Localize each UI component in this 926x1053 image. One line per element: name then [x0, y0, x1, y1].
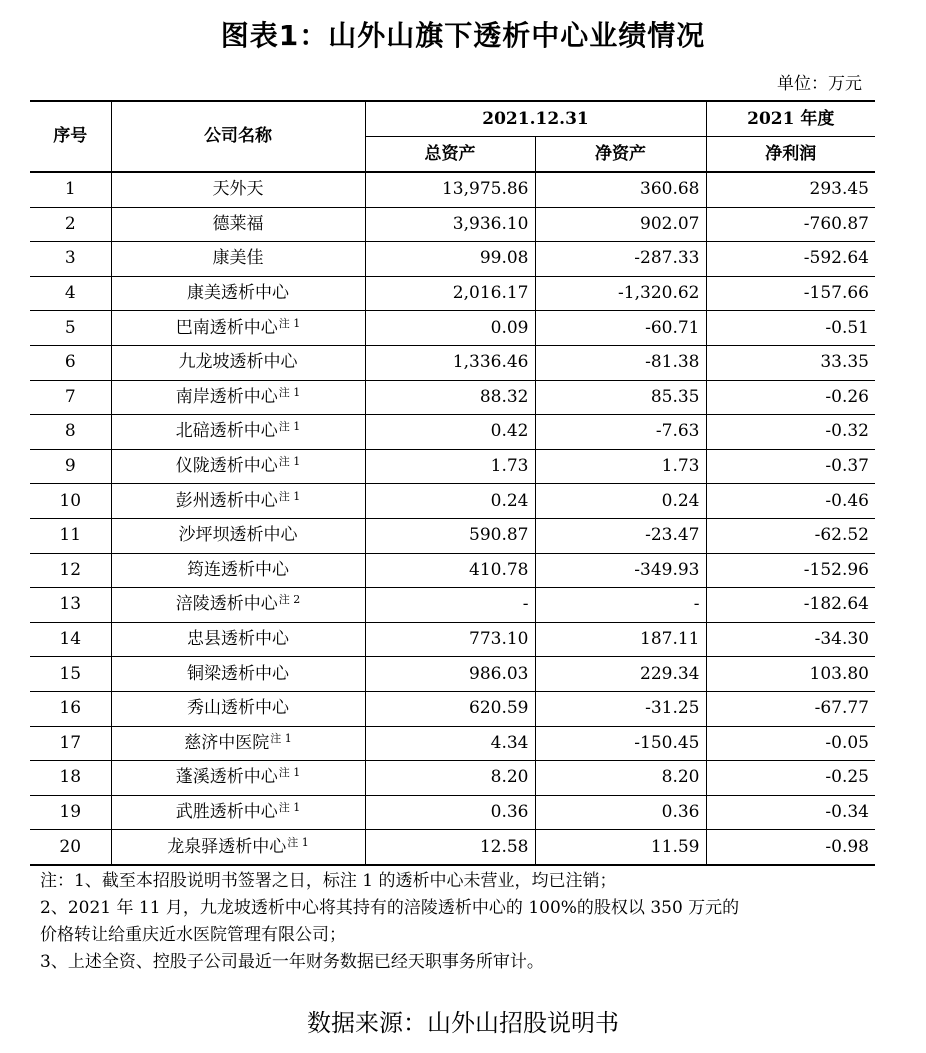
row-no: 6	[30, 345, 111, 380]
row-total-assets: 590.87	[365, 518, 535, 553]
row-company-name	[111, 380, 365, 415]
company-name-text: 武胜透析中心	[175, 801, 278, 822]
row-company-name	[111, 830, 365, 865]
company-name-text: 秀山透析中心	[187, 698, 289, 719]
row-no: 20	[30, 830, 111, 865]
row-no: 13	[30, 588, 111, 623]
row-net-profit: -0.05	[706, 726, 875, 761]
footnote-line: 注：1、截至本招股说明书签署之日，标注 1 的透析中心未营业，均已注销；	[40, 871, 617, 891]
header-year-group: 2021 年度	[706, 101, 875, 137]
row-company-name	[111, 449, 365, 484]
note-marker: 注 1	[278, 385, 301, 399]
row-net-profit: -0.37	[706, 449, 875, 484]
table-row	[30, 242, 875, 277]
row-net-profit: -592.64	[706, 242, 875, 277]
table-row	[30, 311, 875, 346]
note-marker: 注 1	[270, 731, 292, 745]
row-net-profit: -760.87	[706, 207, 875, 242]
row-no: 11	[30, 518, 111, 553]
company-name-text: 德莱福	[212, 213, 264, 234]
row-net-profit: -0.98	[706, 830, 875, 865]
performance-table	[30, 100, 875, 866]
row-total-assets: 0.36	[365, 795, 535, 830]
row-total-assets: 3,936.10	[365, 207, 535, 242]
row-total-assets: 1,336.46	[365, 345, 535, 380]
row-company-name	[111, 795, 365, 830]
row-no: 9	[30, 449, 111, 484]
table-row	[30, 553, 875, 588]
row-net-profit: 103.80	[706, 657, 875, 692]
row-net-assets: 8.20	[535, 761, 706, 796]
company-name-text: 彭州透析中心	[175, 490, 278, 511]
row-total-assets: 410.78	[365, 553, 535, 588]
row-company-name	[111, 553, 365, 588]
figure-title: 图表1：山外山旗下透析中心业绩情况	[220, 19, 706, 52]
company-name-text: 南岸透析中心	[175, 386, 278, 407]
note-marker: 注 2	[278, 593, 301, 607]
row-net-assets: 229.34	[535, 657, 706, 692]
row-company-name	[111, 311, 365, 346]
footnote-line: 3、上述全资、控股子公司最近一年财务数据已经天职事务所审计。	[40, 952, 544, 972]
row-total-assets: 2,016.17	[365, 276, 535, 311]
row-net-profit: -62.52	[706, 518, 875, 553]
note-marker: 注 1	[278, 316, 301, 330]
row-no: 5	[30, 311, 111, 346]
note-marker: 注 1	[278, 420, 301, 434]
row-no: 17	[30, 726, 111, 761]
company-name-text: 九龙坡透析中心	[178, 352, 298, 373]
row-company-name	[111, 761, 365, 796]
table-body	[30, 172, 875, 865]
company-name-text: 忠县透析中心	[187, 629, 289, 650]
company-name-text: 巴南透析中心	[175, 317, 278, 338]
row-company-name	[111, 622, 365, 657]
table-row	[30, 172, 875, 207]
company-name-text: 蓬溪透析中心	[175, 767, 278, 788]
company-name-text: 铜梁透析中心	[187, 663, 289, 684]
row-net-assets: -150.45	[535, 726, 706, 761]
row-total-assets: 773.10	[365, 622, 535, 657]
company-name-text: 龙泉驿透析中心	[167, 836, 287, 857]
row-no: 12	[30, 553, 111, 588]
table-row	[30, 691, 875, 726]
row-net-assets: 0.24	[535, 484, 706, 519]
header-net-profit: 净利润	[706, 137, 875, 173]
row-net-profit: -0.46	[706, 484, 875, 519]
row-net-assets: -23.47	[535, 518, 706, 553]
table-row	[30, 518, 875, 553]
row-total-assets: 13,975.86	[365, 172, 535, 207]
row-net-assets: 1.73	[535, 449, 706, 484]
row-no: 15	[30, 657, 111, 692]
row-net-assets: -287.33	[535, 242, 706, 277]
footnote-line: 2、2021 年 11 月，九龙坡透析中心将其持有的涪陵透析中心的 100%的股权以 350 万元的	[40, 898, 740, 918]
row-net-assets: 85.35	[535, 380, 706, 415]
row-net-assets: -	[535, 588, 706, 623]
row-net-assets: -81.38	[535, 345, 706, 380]
row-company-name	[111, 588, 365, 623]
row-company-name	[111, 207, 365, 242]
row-total-assets: 99.08	[365, 242, 535, 277]
row-total-assets: 88.32	[365, 380, 535, 415]
row-company-name	[111, 415, 365, 450]
row-company-name	[111, 276, 365, 311]
row-net-assets: -1,320.62	[535, 276, 706, 311]
row-company-name	[111, 242, 365, 277]
row-no: 3	[30, 242, 111, 277]
row-company-name	[111, 657, 365, 692]
row-net-profit: 33.35	[706, 345, 875, 380]
header-total-assets: 总资产	[365, 137, 535, 173]
row-total-assets: 0.09	[365, 311, 535, 346]
footnotes	[40, 868, 900, 976]
note-marker: 注 1	[278, 766, 301, 780]
row-no: 4	[30, 276, 111, 311]
table-row	[30, 795, 875, 830]
row-total-assets: 8.20	[365, 761, 535, 796]
row-total-assets: 986.03	[365, 657, 535, 692]
data-source: 数据来源：山外山招股说明书	[307, 1009, 619, 1037]
row-net-assets: 0.36	[535, 795, 706, 830]
table-row	[30, 830, 875, 865]
table-row	[30, 449, 875, 484]
row-net-assets: -31.25	[535, 691, 706, 726]
table-row	[30, 588, 875, 623]
company-name-text: 涪陵透析中心	[175, 594, 278, 615]
row-company-name	[111, 172, 365, 207]
company-name-text: 筠连透析中心	[187, 559, 289, 580]
row-net-assets: 11.59	[535, 830, 706, 865]
header-net-assets: 净资产	[535, 137, 706, 173]
row-net-profit: -152.96	[706, 553, 875, 588]
row-net-profit: -157.66	[706, 276, 875, 311]
company-name-text: 康美透析中心	[187, 283, 289, 304]
row-net-assets: 360.68	[535, 172, 706, 207]
footnote-line: 价格转让给重庆近水医院管理有限公司；	[40, 925, 346, 945]
row-net-assets: 902.07	[535, 207, 706, 242]
row-net-assets: -349.93	[535, 553, 706, 588]
table-row	[30, 380, 875, 415]
company-name-text: 天外天	[212, 179, 264, 200]
row-net-assets: -7.63	[535, 415, 706, 450]
row-company-name	[111, 484, 365, 519]
note-marker: 注 1	[278, 800, 301, 814]
row-net-profit: -0.25	[706, 761, 875, 796]
table-row	[30, 761, 875, 796]
table-row	[30, 657, 875, 692]
row-total-assets: 12.58	[365, 830, 535, 865]
row-net-profit: 293.45	[706, 172, 875, 207]
note-marker: 注 1	[278, 489, 301, 503]
row-no: 1	[30, 172, 111, 207]
row-total-assets: 620.59	[365, 691, 535, 726]
row-net-assets: 187.11	[535, 622, 706, 657]
row-total-assets: -	[365, 588, 535, 623]
row-no: 14	[30, 622, 111, 657]
row-net-profit: -67.77	[706, 691, 875, 726]
row-net-profit: -0.26	[706, 380, 875, 415]
row-net-profit: -0.51	[706, 311, 875, 346]
table-row	[30, 345, 875, 380]
table-row	[30, 484, 875, 519]
header-company-name: 公司名称	[111, 101, 365, 172]
row-total-assets: 4.34	[365, 726, 535, 761]
row-net-profit: -182.64	[706, 588, 875, 623]
row-company-name	[111, 691, 365, 726]
table-row	[30, 415, 875, 450]
table-row	[30, 622, 875, 657]
company-name-text: 康美佳	[212, 248, 264, 269]
row-company-name	[111, 345, 365, 380]
row-net-profit: -34.30	[706, 622, 875, 657]
row-no: 19	[30, 795, 111, 830]
row-no: 7	[30, 380, 111, 415]
row-no: 16	[30, 691, 111, 726]
row-net-profit: -0.34	[706, 795, 875, 830]
row-company-name	[111, 518, 365, 553]
row-total-assets: 0.42	[365, 415, 535, 450]
note-marker: 注 1	[287, 835, 309, 849]
company-name-text: 仪陇透析中心	[175, 456, 278, 477]
row-no: 18	[30, 761, 111, 796]
table-row	[30, 726, 875, 761]
company-name-text: 沙坪坝透析中心	[178, 525, 298, 546]
company-name-text: 北碚透析中心	[175, 421, 278, 442]
header-date-group: 2021.12.31	[365, 101, 706, 137]
row-no: 10	[30, 484, 111, 519]
row-total-assets: 1.73	[365, 449, 535, 484]
note-marker: 注 1	[278, 455, 301, 469]
row-net-profit: -0.32	[706, 415, 875, 450]
header-no: 序号	[30, 101, 111, 172]
row-no: 8	[30, 415, 111, 450]
row-total-assets: 0.24	[365, 484, 535, 519]
company-name-text: 慈济中医院	[184, 732, 270, 753]
row-net-assets: -60.71	[535, 311, 706, 346]
row-no: 2	[30, 207, 111, 242]
unit-label: 单位：万元	[777, 74, 862, 94]
table-row	[30, 207, 875, 242]
row-company-name	[111, 726, 365, 761]
table-row	[30, 276, 875, 311]
